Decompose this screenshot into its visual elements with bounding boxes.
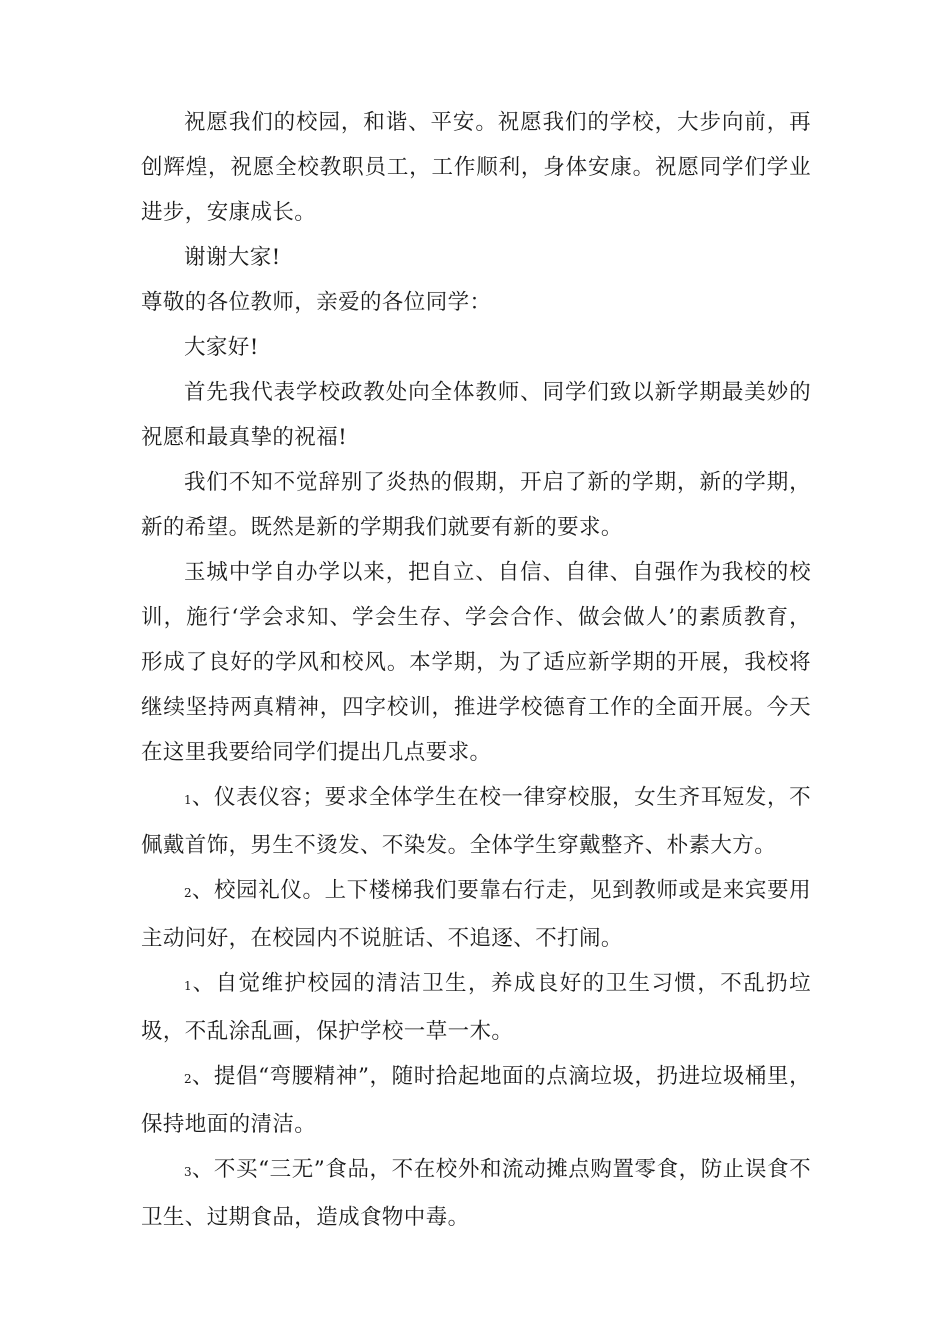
paragraph-blessing: 祝愿我们的校园，和谐、平安。祝愿我们的学校，大步向前，再创辉煌，祝愿全校教职员工，工作顺利，身体安康。祝愿同学们学业进步，安康成长。 — [141, 110, 811, 225]
list-item-etiquette: 2、校园礼仪。上下楼梯我们要靠右行走，见到教师或是来宾要用主动问好，在校园内不说脏话、不追逐、不打闹。 — [141, 878, 811, 951]
paragraph-school-motto: 玉城中学自办学以来，把自立、自信、自律、自强作为我校的校训，施行‘学会求知、学会生存、学会合作、做会做人’的素质教育，形成了良好的学风和校风。本学期，为了适应新学期的开展，我校将继续坚持两真精神，四字校训，推进学校德育工作的全面开展。今天在这里我要给同学们提出几点要求。 — [141, 560, 811, 765]
list-number: 1 — [184, 979, 192, 993]
paragraph-salutation: 尊敬的各位教师，亲爱的各位同学： — [141, 290, 492, 315]
paragraph-greeting: 大家好! — [184, 335, 259, 360]
list-number: 2 — [184, 1072, 192, 1086]
list-item-cleanliness: 1、自觉维护校园的清洁卫生，养成良好的卫生习惯，不乱扔垃圾，不乱涂乱画，保护学校一草一木。 — [141, 971, 811, 1044]
document-body — [141, 100, 811, 1240]
list-item-food-safety: 3、不买“三无”食品，不在校外和流动摊点购置零食，防止误食不卫生、过期食品，造成食物中毒。 — [141, 1157, 811, 1230]
list-number: 3 — [184, 1165, 192, 1179]
paragraph-new-semester: 我们不知不觉辞别了炎热的假期，开启了新的学期，新的学期，新的希望。既然是新的学期我们就要有新的要求。 — [141, 470, 811, 540]
list-item-appearance: 1、仪表仪容；要求全体学生在校一律穿校服，女生齐耳短发，不佩戴首饰，男生不烫发、不染发。全体学生穿戴整齐、朴素大方。 — [141, 785, 811, 858]
paragraph-opening-wishes: 首先我代表学校政教处向全体教师、同学们致以新学期最美妙的祝愿和最真挚的祝福! — [141, 380, 811, 450]
paragraph-thanks: 谢谢大家! — [184, 245, 281, 270]
list-item-bending-spirit: 2、提倡“弯腰精神”，随时拾起地面的点滴垃圾，扔进垃圾桶里，保持地面的清洁。 — [141, 1064, 811, 1137]
list-number: 1 — [184, 793, 192, 807]
list-number: 2 — [184, 886, 192, 900]
